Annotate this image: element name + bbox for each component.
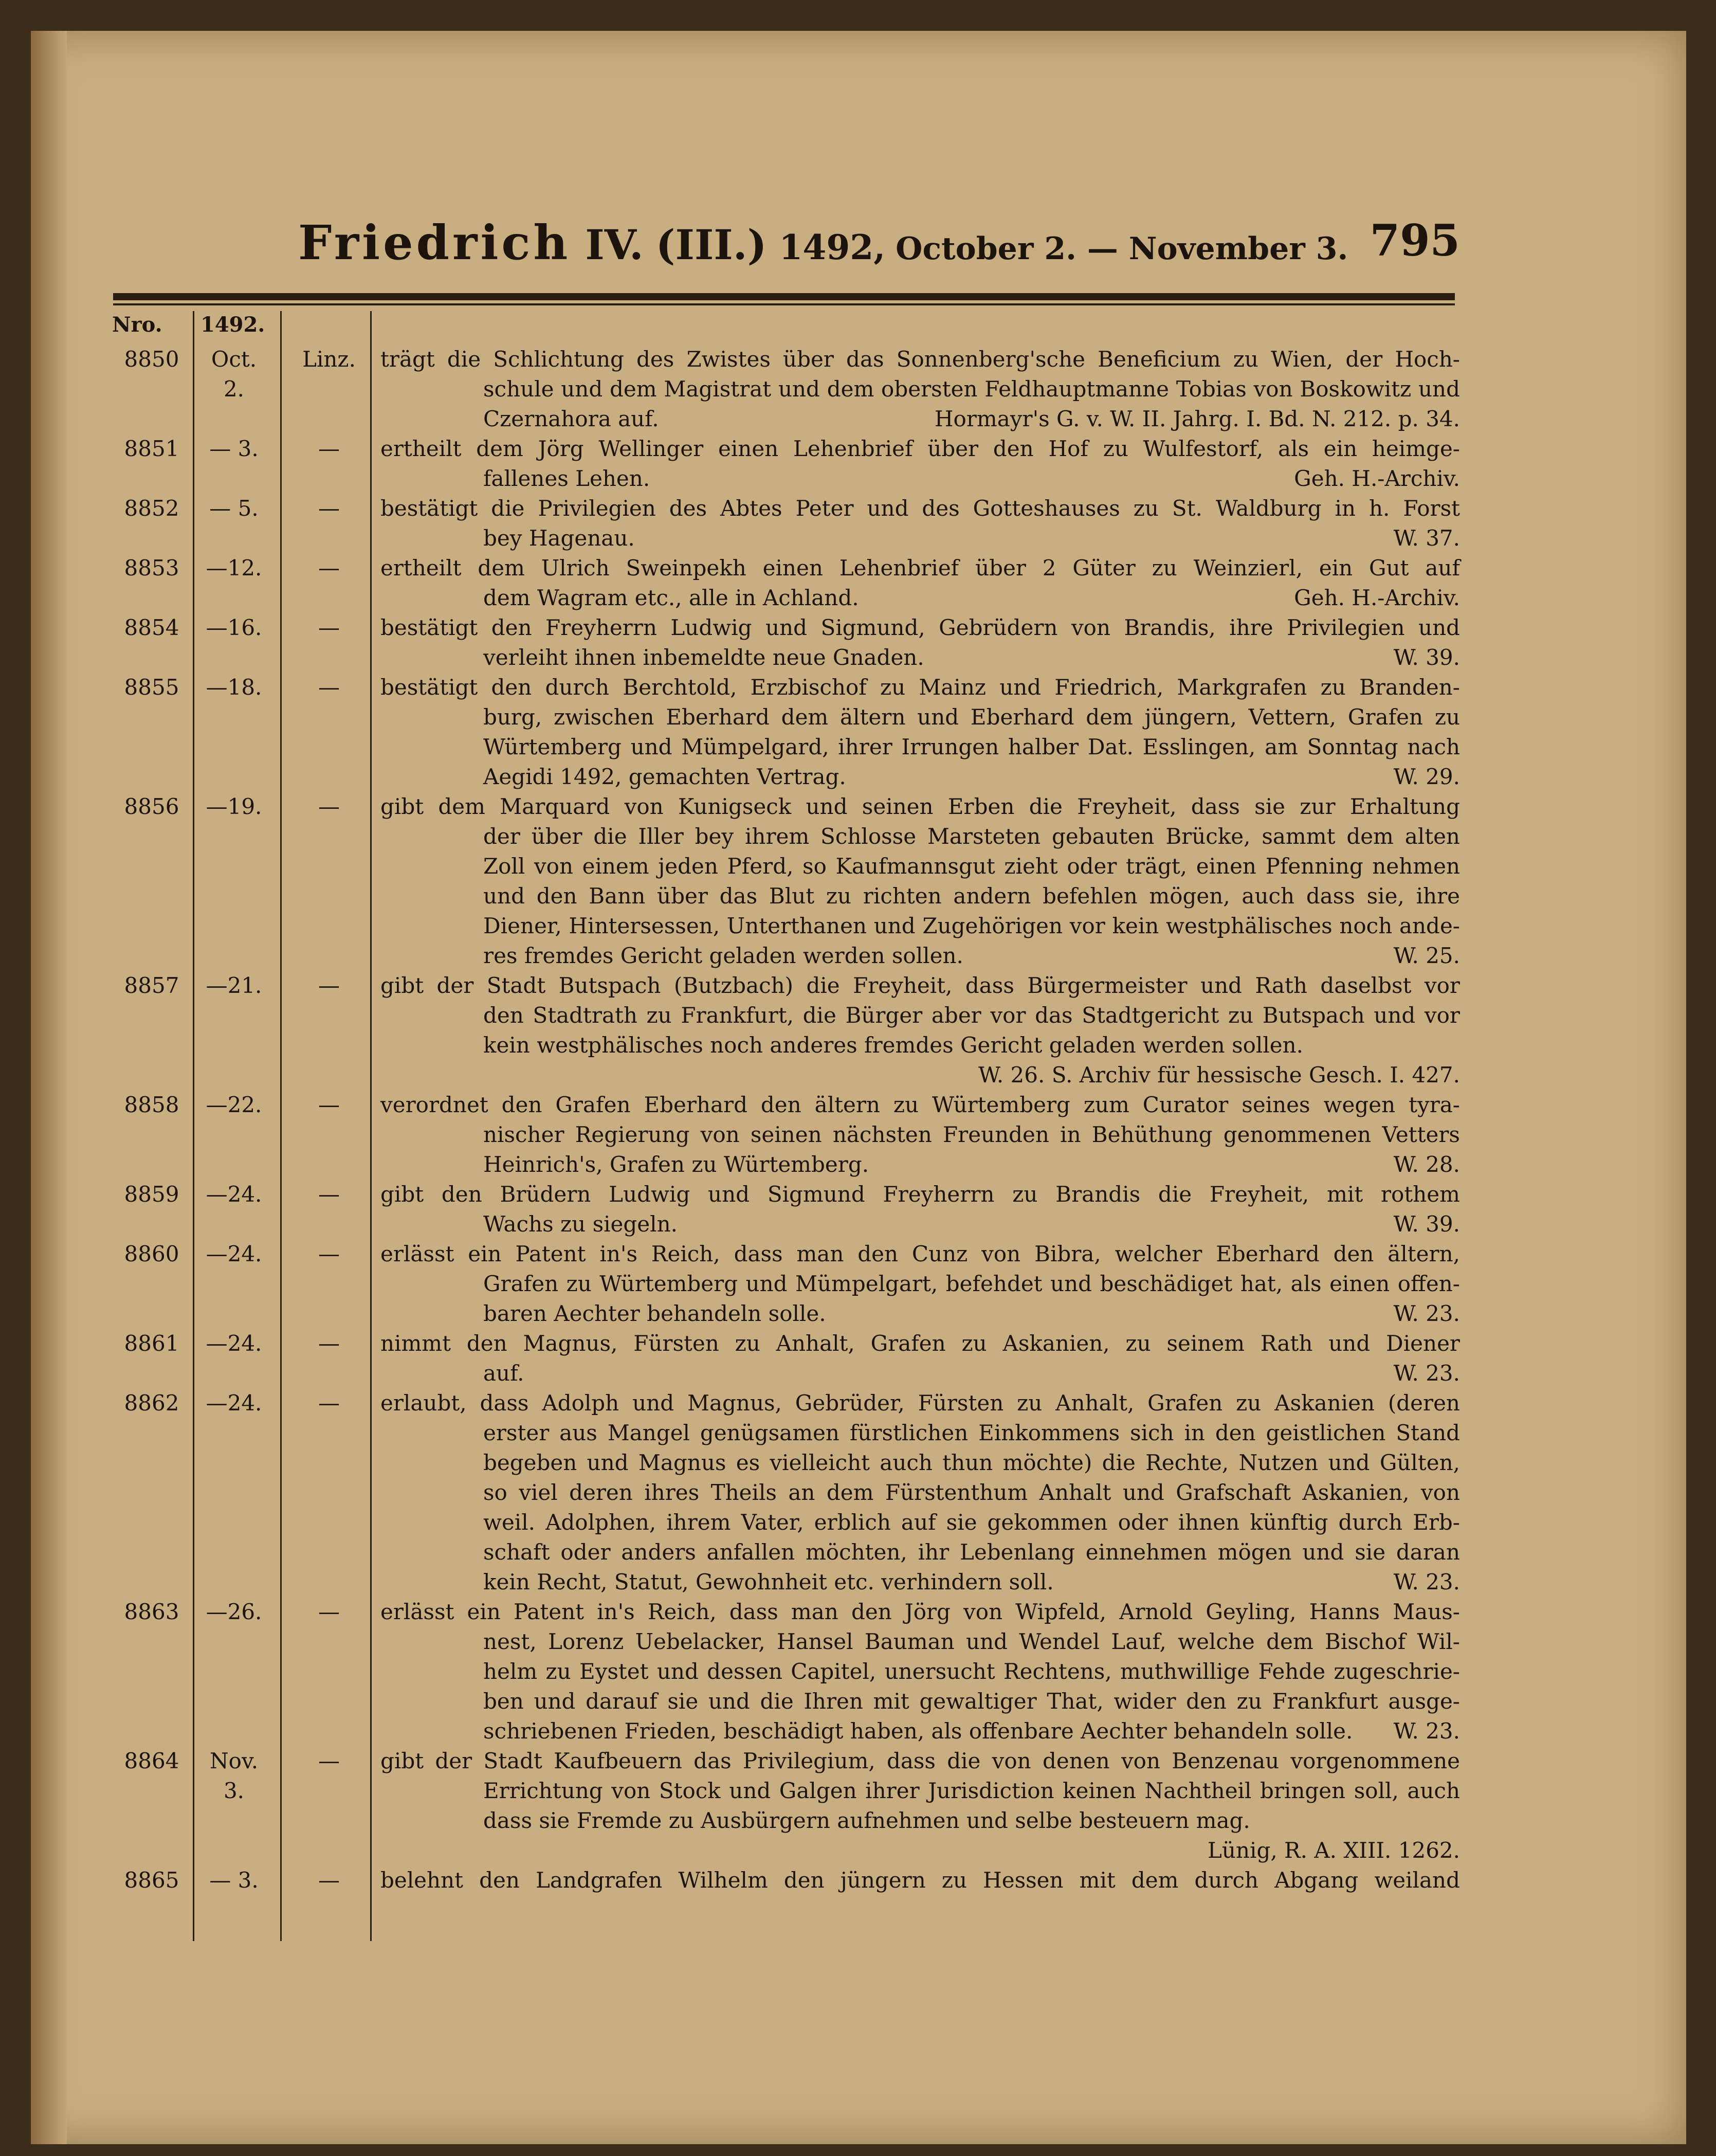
entry-number: 8852 [124, 496, 179, 521]
page-number: 795 [1370, 215, 1460, 266]
entry-text-line: schule und dem Magistrat und dem obersten Feldhauptmanne Tobias von Boskowitz und [483, 376, 1460, 402]
entry-text-line: trägt die Schlichtung des Zwistes über das Sonnenberg'sche Beneficium zu Wien, der Hoch- [380, 347, 1460, 372]
entry-place: — [318, 1599, 340, 1624]
entry-text-line: Diener, Hintersessen, Unterthanen und Zugehörigen vor kein westphälisches noch ande- [483, 913, 1460, 938]
entry-date: — 3. [209, 1868, 259, 1893]
entry-source-citation: W. 28. [1393, 1152, 1460, 1177]
entry-date: —24. [206, 1390, 262, 1416]
entry-place: — [318, 555, 340, 581]
header-regnal-number: IV. [585, 221, 644, 269]
entry-place: — [318, 973, 340, 998]
entry-text-line: kein Recht, Statut, Gewohnheit etc. verhindern soll. [483, 1569, 1054, 1595]
entry-source-citation: Hormayr's G. v. W. II. Jahrg. I. Bd. N. 212. p. 34. [934, 406, 1460, 431]
entry-place: — [318, 1868, 340, 1893]
regest-entry [113, 494, 1460, 553]
entry-text-line: verleiht ihnen inbemeldte neue Gnaden. [483, 645, 924, 670]
entry-text-line: dem Wagram etc., alle in Achland. [483, 585, 859, 610]
regest-entry [113, 613, 1460, 673]
entry-text-line: bestätigt die Privilegien des Abtes Peter und des Gotteshauses zu St. Waldburg in h. Forst [380, 496, 1460, 521]
entry-text-line: bey Hagenau. [483, 526, 635, 551]
regest-entry [113, 1239, 1460, 1329]
entry-text-line: burg, zwischen Eberhard dem ältern und Eberhard dem jüngern, Vettern, Grafen zu [483, 704, 1460, 730]
entry-place: — [318, 794, 340, 819]
header-ruler-name: Friedrich [298, 215, 571, 270]
entry-source-citation: W. 29. [1393, 764, 1460, 789]
header-alt-regnal-number: (III.) [655, 221, 767, 269]
entry-text-line: helm zu Eystet und dessen Capitel, unersucht Rechtens, muthwillige Fehde zugeschrie- [483, 1659, 1460, 1684]
entry-date: —24. [206, 1241, 262, 1266]
entry-source-citation: Lünig, R. A. XIII. 1262. [1208, 1838, 1460, 1863]
entry-text-line: nest, Lorenz Uebelacker, Hansel Bauman und Wendel Lauf, welche dem Bischof Wil- [483, 1629, 1460, 1654]
column-header-year: 1492. [200, 313, 265, 337]
entry-place: — [318, 496, 340, 521]
entry-number: 8853 [124, 555, 179, 581]
entry-text-line: gibt den Brüdern Ludwig und Sigmund Freyherrn zu Brandis die Freyheit, mit rothem [380, 1182, 1460, 1207]
entry-place: — [318, 436, 340, 461]
entry-date: — 3. [209, 436, 259, 461]
entry-text-line: Würtemberg und Mümpelgard, ihrer Irrungen halber Dat. Esslingen, am Sonntag nach [483, 734, 1460, 759]
entry-text-line: nischer Regierung von seinen nächsten Freunden in Behüthung genommenen Vetters [483, 1122, 1460, 1147]
entry-text-line: und den Bann über das Blut zu richten andern befehlen mögen, auch dass sie, ihre [483, 883, 1460, 909]
entry-place: — [318, 1748, 340, 1773]
entry-place: — [318, 1331, 340, 1356]
entry-text-line: schriebenen Frieden, beschädigt haben, als offenbare Aechter behandeln solle. [483, 1718, 1353, 1744]
entry-place: — [318, 1241, 340, 1266]
entry-source-citation: W. 39. [1393, 645, 1460, 670]
entry-text-line: nimmt den Magnus, Fürsten zu Anhalt, Grafen zu Askanien, zu seinem Rath und Diener [380, 1331, 1460, 1356]
entry-text-line: gibt der Stadt Butspach (Butzbach) die Freyheit, dass Bürgermeister und Rath daselbst vor [380, 973, 1460, 998]
entry-text-line: Heinrich's, Grafen zu Würtemberg. [483, 1152, 869, 1177]
page-gutter [31, 31, 67, 2144]
entry-text-line: dass sie Fremde zu Ausbürgern aufnehmen und selbe besteuern mag. [483, 1808, 1250, 1833]
entry-number: 8864 [124, 1748, 179, 1773]
entry-date: —21. [206, 973, 262, 998]
entry-source-citation: W. 23. [1393, 1301, 1460, 1326]
entry-number: 8858 [124, 1092, 179, 1117]
regest-entry [113, 1865, 1460, 1895]
entry-source-citation: Geh. H.-Archiv. [1294, 585, 1460, 610]
entry-date: —26. [206, 1599, 262, 1624]
entry-date: — 5. [209, 496, 259, 521]
regest-entry [113, 1597, 1460, 1746]
entry-text-line: den Stadtrath zu Frankfurt, die Bürger aber vor das Stadtgericht zu Butspach und vor [483, 1003, 1460, 1028]
header-date-range: October 2. — November 3. [896, 231, 1348, 267]
entry-place: — [318, 1182, 340, 1207]
entry-number: 8855 [124, 675, 179, 700]
entry-place: — [318, 675, 340, 700]
entry-date: Oct. 2. [211, 347, 257, 402]
entry-date: —22. [206, 1092, 262, 1117]
entry-text-line: Errichtung von Stock und Galgen ihrer Jurisdiction keinen Nachtheil bringen soll, auch [483, 1778, 1460, 1803]
entry-number: 8860 [124, 1241, 179, 1266]
entry-text-line: fallenes Lehen. [483, 466, 650, 491]
entry-text-line: auf. [483, 1361, 524, 1386]
entry-text-line: gibt dem Marquard von Kunigseck und seinen Erben die Freyheit, dass sie zur Erhaltung [380, 794, 1460, 819]
entry-place: — [318, 615, 340, 640]
entry-date: Nov. 3. [209, 1748, 259, 1803]
entry-text-line: kein westphälisches noch anderes fremdes Gericht geladen werden sollen. [483, 1032, 1304, 1058]
entry-text-line: weil. Adolphen, ihrem Vater, erblich auf sie gekommen oder ihnen künftig durch Erb- [483, 1510, 1460, 1535]
entry-date: —24. [206, 1331, 262, 1356]
entry-text-line: Aegidi 1492, gemachten Vertrag. [483, 764, 846, 789]
regest-entry [113, 434, 1460, 494]
regesta-list [113, 345, 1460, 1895]
entry-number: 8850 [124, 347, 179, 372]
entry-text-line: erlaubt, dass Adolph und Magnus, Gebrüder, Fürsten zu Anhalt, Grafen zu Askanien (deren [380, 1390, 1460, 1416]
entry-text-line: erlässt ein Patent in's Reich, dass man den Cunz von Bibra, welcher Eberhard den ältern, [380, 1241, 1460, 1266]
entry-source-citation: W. 23. [1393, 1718, 1460, 1744]
entry-number: 8857 [124, 973, 179, 998]
entry-source-citation: W. 37. [1393, 526, 1460, 551]
regest-entry [113, 1329, 1460, 1388]
entry-text-line: Wachs zu siegeln. [483, 1211, 678, 1237]
entry-text-line: ertheilt dem Ulrich Sweinpekh einen Lehenbrief über 2 Güter zu Weinzierl, ein Gut auf [380, 555, 1460, 581]
regest-entry [113, 345, 1460, 434]
book-page [31, 31, 1686, 2144]
column-header-number: Nro. [112, 313, 162, 337]
header-rule-thin [113, 303, 1455, 305]
entry-text-line: begeben und Magnus es vielleicht auch thun möchte) die Rechte, Nutzen und Gülten, [483, 1450, 1460, 1475]
entry-source-citation: W. 26. S. Archiv für hessische Gesch. I. 427. [978, 1062, 1460, 1088]
entry-text-line: belehnt den Landgrafen Wilhelm den jüngern zu Hessen mit dem durch Abgang weiland [380, 1868, 1460, 1893]
entry-text-line: ben und darauf sie und die Ihren mit gewaltiger That, wider den zu Frankfurt ausge- [483, 1689, 1460, 1714]
entry-date: —16. [206, 615, 262, 640]
entry-date: —12. [206, 555, 262, 581]
entry-number: 8854 [124, 615, 179, 640]
entry-text-line: gibt der Stadt Kaufbeuern das Privilegium, dass die von denen von Benzenau vorgenommene [380, 1748, 1460, 1773]
entry-text-line: Czernahora auf. [483, 406, 659, 431]
running-header [298, 215, 1460, 271]
regest-entry [113, 1746, 1460, 1865]
entry-date: —19. [206, 794, 262, 819]
entry-text-line: verordnet den Grafen Eberhard den ältern zu Würtemberg zum Curator seines wegen tyra- [380, 1092, 1460, 1117]
entry-source-citation: Geh. H.-Archiv. [1294, 466, 1460, 491]
entry-number: 8861 [124, 1331, 179, 1356]
entry-place: — [318, 1390, 340, 1416]
entry-source-citation: W. 23. [1393, 1569, 1460, 1595]
entry-number: 8851 [124, 436, 179, 461]
regest-entry [113, 673, 1460, 792]
header-year: 1492, [779, 227, 886, 267]
entry-text-line: schaft oder anders anfallen möchten, ihr Lebenlang einnehmen mögen und sie daran [483, 1539, 1460, 1565]
entry-text-line: so viel deren ihres Theils an dem Fürstenthum Anhalt und Grafschaft Askanien, von [483, 1480, 1460, 1505]
header-rule-thick [113, 293, 1455, 300]
entry-source-citation: W. 25. [1393, 943, 1460, 968]
regest-entry [113, 553, 1460, 613]
entry-date: —24. [206, 1182, 262, 1207]
entry-date: —18. [206, 675, 262, 700]
entry-source-citation: W. 39. [1393, 1211, 1460, 1237]
entry-place: — [318, 1092, 340, 1117]
entry-number: 8862 [124, 1390, 179, 1416]
regest-entry [113, 971, 1460, 1090]
entry-number: 8865 [124, 1868, 179, 1893]
entry-text-line: Grafen zu Würtemberg und Mümpelgart, befehdet und beschädiget hat, als einen offen- [483, 1271, 1460, 1296]
entry-source-citation: W. 23. [1393, 1361, 1460, 1386]
entry-text-line: res fremdes Gericht geladen werden sollen. [483, 943, 963, 968]
entry-text-line: ertheilt dem Jörg Wellinger einen Lehenbrief über den Hof zu Wulfestorf, als ein heimge- [380, 436, 1460, 461]
entry-text-line: bestätigt den durch Berchtold, Erzbischof zu Mainz und Friedrich, Markgrafen zu Branden- [380, 675, 1460, 700]
entry-number: 8856 [124, 794, 179, 819]
entry-text-line: bestätigt den Freyherrn Ludwig und Sigmund, Gebrüdern von Brandis, ihre Privilegien und [380, 615, 1460, 640]
entry-number: 8863 [124, 1599, 179, 1624]
regest-entry [113, 1180, 1460, 1239]
entry-text [113, 1388, 1460, 1597]
regest-entry [113, 1090, 1460, 1180]
entry-text-line: der über die Iller bey ihrem Schlosse Marsteten gebauten Brücke, sammt dem alten [483, 824, 1460, 849]
regest-entry [113, 792, 1460, 971]
entry-number: 8859 [124, 1182, 179, 1207]
entry-text-line: erster aus Mangel genügsamen fürstlichen Einkommens sich in den geistlichen Stand [483, 1420, 1460, 1445]
entry-text-line: baren Aechter behandeln solle. [483, 1301, 826, 1326]
entry-place: Linz. [302, 347, 356, 372]
entry-text-line: Zoll von einem jeden Pferd, so Kaufmannsgut zieht oder trägt, einen Pfenning nehmen [483, 854, 1460, 879]
entry-text-line: erlässt ein Patent in's Reich, dass man den Jörg von Wipfeld, Arnold Geyling, Hanns Maus- [380, 1599, 1460, 1624]
regest-entry [113, 1388, 1460, 1597]
